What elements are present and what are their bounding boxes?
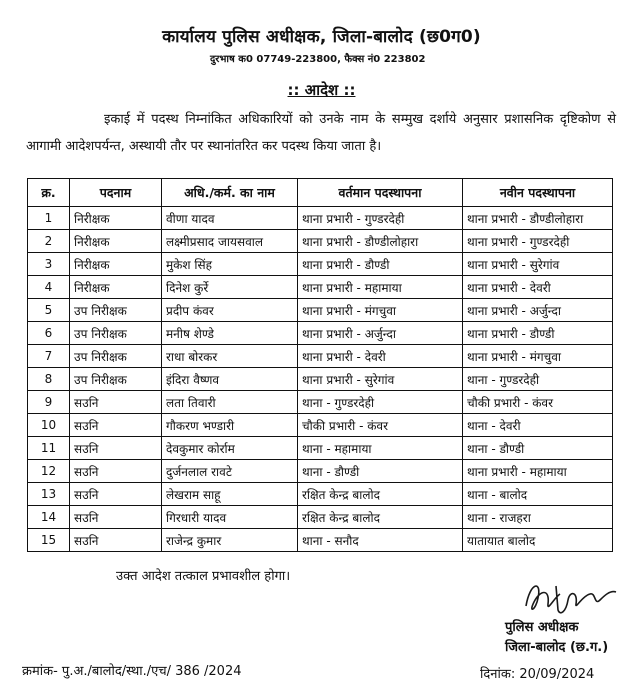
cell-current-posting: थाना प्रभारी - महामाया <box>298 276 463 299</box>
cell-officer-name: वीणा यादव <box>162 207 298 230</box>
cell-new-posting: थाना प्रभारी - महामाया <box>463 460 613 483</box>
cell-designation: सउनि <box>70 414 162 437</box>
cell-designation: उप निरीक्षक <box>70 322 162 345</box>
cell-serial: 3 <box>28 253 70 276</box>
table-row <box>28 368 613 391</box>
signatory-district: जिला-बालोद (छ.ग.) <box>505 640 609 655</box>
cell-new-posting: थाना प्रभारी - सुरेगांव <box>463 253 613 276</box>
cell-current-posting: थाना प्रभारी - गुण्डरदेही <box>298 207 463 230</box>
cell-officer-name: प्रदीप कंवर <box>162 299 298 322</box>
table-body <box>28 207 613 552</box>
cell-current-posting: रक्षित केन्द्र बालोद <box>298 483 463 506</box>
cell-new-posting: थाना - डौण्डी <box>463 437 613 460</box>
cell-serial: 14 <box>28 506 70 529</box>
table-row <box>28 207 613 230</box>
cell-serial: 8 <box>28 368 70 391</box>
table-row <box>28 322 613 345</box>
cell-designation: निरीक्षक <box>70 230 162 253</box>
handwritten-signature <box>520 576 620 620</box>
cell-designation: उप निरीक्षक <box>70 368 162 391</box>
cell-current-posting: चौकी प्रभारी - कंवर <box>298 414 463 437</box>
order-title: :: आदेश :: <box>287 81 356 99</box>
table-row <box>28 506 613 529</box>
cell-serial: 2 <box>28 230 70 253</box>
table-row <box>28 345 613 368</box>
cell-officer-name: इंदिरा वैष्णव <box>162 368 298 391</box>
cell-designation: सउनि <box>70 460 162 483</box>
table-row <box>28 529 613 552</box>
cell-new-posting: थाना - गुण्डरदेही <box>463 368 613 391</box>
order-paragraph <box>26 106 616 160</box>
cell-current-posting: थाना - सनौद <box>298 529 463 552</box>
cell-current-posting: थाना - महामाया <box>298 437 463 460</box>
cell-officer-name: देवकुमार कोर्राम <box>162 437 298 460</box>
cell-current-posting: थाना प्रभारी - अर्जुन्दा <box>298 322 463 345</box>
cell-serial: 10 <box>28 414 70 437</box>
cell-officer-name: राधा बोरकर <box>162 345 298 368</box>
cell-serial: 1 <box>28 207 70 230</box>
cell-new-posting: थाना प्रभारी - देवरी <box>463 276 613 299</box>
cell-officer-name: दुर्जनलाल रावटे <box>162 460 298 483</box>
cell-current-posting: थाना - गुण्डरदेही <box>298 391 463 414</box>
order-date: दिनांक: 20/09/2024 <box>480 667 595 682</box>
table-row <box>28 276 613 299</box>
cell-new-posting: थाना प्रभारी - डौण्डी <box>463 322 613 345</box>
table-row <box>28 253 613 276</box>
table-row <box>28 414 613 437</box>
office-contact: दुरभाष क0 07749-223800, फैक्स नं0 223802 <box>210 54 426 65</box>
cell-current-posting: थाना प्रभारी - डौण्डीलोहारा <box>298 230 463 253</box>
table-row <box>28 391 613 414</box>
cell-new-posting: थाना प्रभारी - डौण्डीलोहारा <box>463 207 613 230</box>
cell-officer-name: लेखराम साहू <box>162 483 298 506</box>
cell-officer-name: गिरधारी यादव <box>162 506 298 529</box>
transfer-table <box>27 178 613 552</box>
cell-new-posting: थाना प्रभारी - अर्जुन्दा <box>463 299 613 322</box>
cell-serial: 4 <box>28 276 70 299</box>
column-header-designation: पदनाम <box>70 179 162 207</box>
cell-serial: 7 <box>28 345 70 368</box>
table-row <box>28 460 613 483</box>
cell-designation: सउनि <box>70 391 162 414</box>
office-title: कार्यालय पुलिस अधीक्षक, जिला-बालोद (छ0ग0) <box>162 27 481 47</box>
cell-new-posting: थाना - देवरी <box>463 414 613 437</box>
column-header-current-posting: वर्तमान पदस्थापना <box>298 179 463 207</box>
cell-designation: सउनि <box>70 506 162 529</box>
cell-designation: सउनि <box>70 529 162 552</box>
cell-new-posting: थाना - बालोद <box>463 483 613 506</box>
column-header-name: अधि./कर्म. का नाम <box>162 179 298 207</box>
effect-statement: उक्त आदेश तत्काल प्रभावशील होगा। <box>116 569 291 584</box>
column-header-new-posting: नवीन पदस्थापना <box>463 179 613 207</box>
cell-serial: 9 <box>28 391 70 414</box>
cell-new-posting: चौकी प्रभारी - कंवर <box>463 391 613 414</box>
cell-serial: 11 <box>28 437 70 460</box>
cell-current-posting: थाना प्रभारी - सुरेगांव <box>298 368 463 391</box>
cell-officer-name: राजेन्द्र कुमार <box>162 529 298 552</box>
cell-new-posting: थाना प्रभारी - गुण्डरदेही <box>463 230 613 253</box>
cell-new-posting: थाना - राजहरा <box>463 506 613 529</box>
cell-designation: सउनि <box>70 437 162 460</box>
cell-new-posting: यातायात बालोद <box>463 529 613 552</box>
cell-officer-name: लक्ष्मीप्रसाद जायसवाल <box>162 230 298 253</box>
cell-serial: 13 <box>28 483 70 506</box>
table-row <box>28 299 613 322</box>
cell-serial: 5 <box>28 299 70 322</box>
cell-current-posting: रक्षित केन्द्र बालोद <box>298 506 463 529</box>
cell-new-posting: थाना प्रभारी - मंगचुवा <box>463 345 613 368</box>
cell-designation: सउनि <box>70 483 162 506</box>
table-header-row <box>28 179 613 207</box>
cell-designation: उप निरीक्षक <box>70 345 162 368</box>
cell-serial: 12 <box>28 460 70 483</box>
cell-current-posting: थाना प्रभारी - डौण्डी <box>298 253 463 276</box>
cell-officer-name: गौकरण भण्डारी <box>162 414 298 437</box>
cell-designation: निरीक्षक <box>70 253 162 276</box>
table-row <box>28 230 613 253</box>
cell-officer-name: दिनेश कुर्रे <box>162 276 298 299</box>
cell-designation: उप निरीक्षक <box>70 299 162 322</box>
cell-officer-name: लता तिवारी <box>162 391 298 414</box>
cell-officer-name: मनीष शेण्डे <box>162 322 298 345</box>
cell-current-posting: थाना प्रभारी - मंगचुवा <box>298 299 463 322</box>
cell-designation: निरीक्षक <box>70 276 162 299</box>
column-header-serial: क्र. <box>28 179 70 207</box>
order-number: क्रमांक- पु.अ./बालोद/स्था./एच/ 386 /2024 <box>22 664 242 679</box>
cell-current-posting: थाना प्रभारी - देवरी <box>298 345 463 368</box>
cell-officer-name: मुकेश सिंह <box>162 253 298 276</box>
order-paragraph-text: इकाई में पदस्थ निम्नांकित अधिकारियों को उनके नाम के सम्मुख दर्शाये अनुसार प्रशासनिक दृष्टिकोण से आगामी आदेशपर्यन्त, अस्थायी तौर पर स्थानांतरित कर पदस्थ किया जाता है। <box>26 112 616 154</box>
cell-designation: निरीक्षक <box>70 207 162 230</box>
signatory-designation: पुलिस अधीक्षक <box>505 620 579 635</box>
cell-serial: 6 <box>28 322 70 345</box>
table-row <box>28 437 613 460</box>
table-row <box>28 483 613 506</box>
cell-serial: 15 <box>28 529 70 552</box>
cell-current-posting: थाना - डौण्डी <box>298 460 463 483</box>
